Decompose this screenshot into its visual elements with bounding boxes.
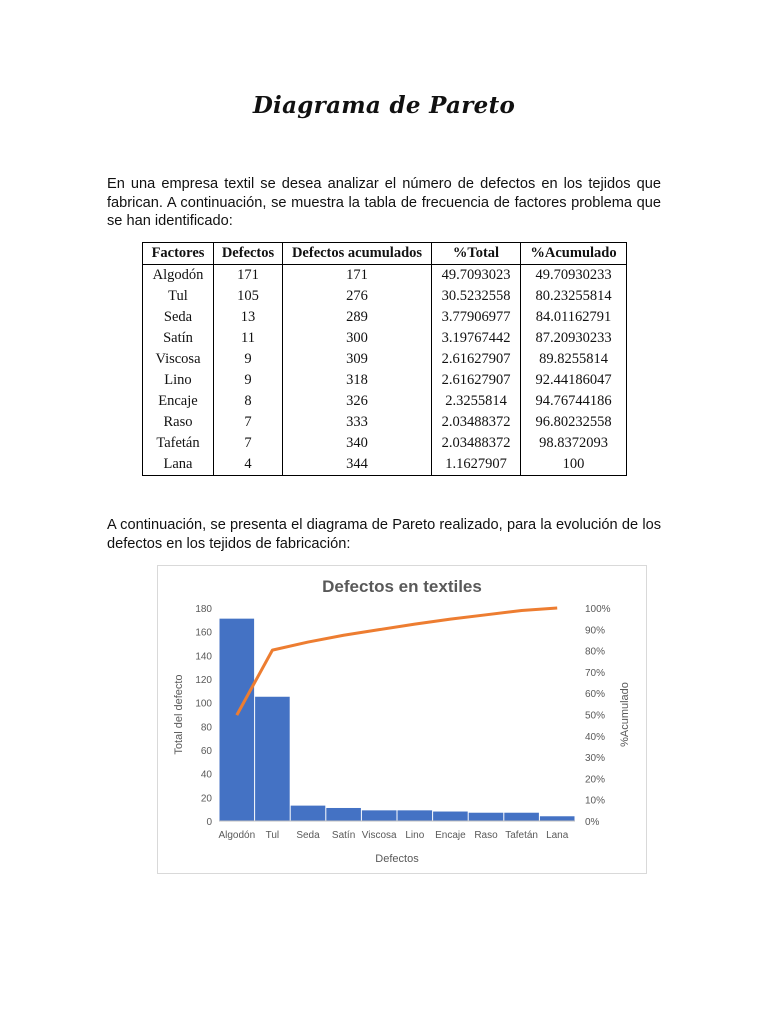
header-factores: Factores — [143, 243, 214, 265]
table-row — [143, 433, 627, 454]
y-tick-label: 180 — [195, 604, 212, 615]
cell-total: 3.19767442 — [432, 328, 521, 349]
cell-pct-acumulado: 94.76744186 — [521, 391, 627, 412]
y2-tick-label: 0% — [585, 817, 600, 828]
cell-factor: Encaje — [143, 391, 214, 412]
cell-acumulados: 318 — [283, 370, 432, 391]
header-porcentaje-total: %Total — [432, 243, 521, 265]
cell-acumulados: 289 — [283, 307, 432, 328]
table-header-row — [143, 243, 627, 265]
cell-defectos: 13 — [214, 307, 283, 328]
y-tick-label: 140 — [195, 651, 212, 663]
cell-factor: Lino — [143, 370, 214, 391]
x-tick-label: Encaje — [435, 830, 466, 841]
y-tick-label: 60 — [200, 746, 212, 757]
bar-encaje — [433, 812, 468, 821]
table-row — [143, 307, 627, 328]
cell-defectos: 9 — [214, 370, 283, 391]
chart-title: Defectos en textiles — [322, 577, 482, 596]
cell-total: 2.03488372 — [432, 412, 521, 433]
cell-acumulados: 333 — [283, 412, 432, 433]
table-row — [143, 391, 627, 412]
y2-tick-label: 80% — [585, 646, 606, 658]
bar-satín — [326, 808, 361, 821]
cell-defectos: 9 — [214, 349, 283, 370]
cell-total: 49.7093023 — [432, 265, 521, 287]
x-tick-label: Lana — [546, 830, 569, 841]
cell-total: 1.1627907 — [432, 454, 521, 476]
cell-factor: Seda — [143, 307, 214, 328]
bar-tafetán — [504, 813, 539, 821]
bar-lana — [540, 816, 575, 821]
cell-factor: Satín — [143, 328, 214, 349]
cell-total: 2.61627907 — [432, 370, 521, 391]
cell-total: 3.77906977 — [432, 307, 521, 328]
cell-defectos: 105 — [214, 286, 283, 307]
bar-raso — [469, 813, 504, 821]
cell-pct-acumulado: 96.80232558 — [521, 412, 627, 433]
cell-defectos: 8 — [214, 391, 283, 412]
pareto-chart — [157, 565, 647, 874]
cell-total: 2.61627907 — [432, 349, 521, 370]
x-tick-label: Seda — [296, 830, 320, 841]
y2-tick-label: 40% — [585, 731, 606, 743]
table-row — [143, 286, 627, 307]
y-tick-label: 160 — [195, 627, 212, 639]
cell-defectos: 7 — [214, 412, 283, 433]
table-row — [143, 454, 627, 476]
x-axis-title: Defectos — [375, 853, 419, 865]
y-tick-label: 40 — [200, 769, 212, 781]
bar-algodón — [220, 619, 255, 821]
cell-total: 2.03488372 — [432, 433, 521, 454]
table-row — [143, 412, 627, 433]
table-row — [143, 349, 627, 370]
y2-tick-label: 30% — [585, 753, 606, 765]
x-tick-label: Algodón — [218, 830, 256, 841]
y-tick-label: 120 — [195, 675, 212, 686]
cell-acumulados: 276 — [283, 286, 432, 307]
x-tick-label: Viscosa — [361, 830, 397, 841]
y2-tick-label: 70% — [585, 667, 606, 679]
pareto-chart-svg — [158, 566, 646, 873]
x-tick-label: Tafetán — [505, 830, 539, 841]
table-row — [143, 265, 627, 287]
bar-tul — [255, 697, 290, 821]
x-tick-label: Satín — [331, 830, 356, 841]
cell-pct-acumulado: 92.44186047 — [521, 370, 627, 391]
bar-seda — [291, 806, 326, 821]
page-title: Diagrama de Pareto — [252, 92, 516, 119]
y2-tick-label: 10% — [585, 795, 606, 807]
y2-tick-label: 100% — [585, 604, 611, 615]
bar-lino — [398, 810, 433, 821]
cell-defectos: 4 — [214, 454, 283, 476]
cell-acumulados: 171 — [283, 265, 432, 287]
cell-pct-acumulado: 87.20930233 — [521, 328, 627, 349]
cell-pct-acumulado: 84.01162791 — [521, 307, 627, 328]
cell-defectos: 7 — [214, 433, 283, 454]
cell-acumulados: 300 — [283, 328, 432, 349]
y2-tick-label: 20% — [585, 774, 606, 786]
x-tick-label: Raso — [474, 830, 498, 841]
header-porcentaje-acumulado: %Acumulado — [521, 243, 627, 265]
cell-factor: Raso — [143, 412, 214, 433]
cell-total: 30.5232558 — [432, 286, 521, 307]
cell-factor: Tul — [143, 286, 214, 307]
bar-viscosa — [362, 810, 397, 821]
table-row — [143, 370, 627, 391]
y-axis-title: Total del defecto — [173, 674, 185, 755]
y2-tick-label: 50% — [585, 710, 606, 722]
cell-factor: Viscosa — [143, 349, 214, 370]
x-tick-label: Tul — [265, 830, 280, 841]
frequency-table — [142, 242, 627, 476]
cell-pct-acumulado: 98.8372093 — [521, 433, 627, 454]
y2-tick-label: 90% — [585, 625, 606, 637]
cell-pct-acumulado: 80.23255814 — [521, 286, 627, 307]
chart-intro-paragraph: A continuación, se presenta el diagrama de Pareto realizado, para la evolución de los defectos en los tejidos de fabricación: — [107, 517, 661, 552]
cell-defectos: 11 — [214, 328, 283, 349]
cell-acumulados: 344 — [283, 454, 432, 476]
cell-factor: Lana — [143, 454, 214, 476]
header-defectos-acumulados: Defectos acumulados — [283, 243, 432, 265]
cell-acumulados: 326 — [283, 391, 432, 412]
cell-factor: Algodón — [143, 265, 214, 287]
cell-pct-acumulado: 49.70930233 — [521, 265, 627, 287]
table-row — [143, 328, 627, 349]
intro-paragraph: En una empresa textil se desea analizar el número de defectos en los tejidos que fabrican. A continuación, se muestra la tabla de frecuencia de factores problema que se han identificado: — [107, 176, 661, 229]
cell-acumulados: 309 — [283, 349, 432, 370]
x-tick-label: Lino — [405, 830, 425, 841]
cell-factor: Tafetán — [143, 433, 214, 454]
y-tick-label: 80 — [200, 722, 212, 734]
cell-pct-acumulado: 89.8255814 — [521, 349, 627, 370]
y-tick-label: 20 — [200, 793, 212, 805]
y-tick-label: 0 — [206, 817, 212, 828]
cell-pct-acumulado: 100 — [521, 454, 627, 476]
y2-tick-label: 60% — [585, 689, 606, 701]
y2-axis-title: %Acumulado — [619, 682, 631, 747]
cell-total: 2.3255814 — [432, 391, 521, 412]
header-defectos: Defectos — [214, 243, 283, 265]
cell-defectos: 171 — [214, 265, 283, 287]
cell-acumulados: 340 — [283, 433, 432, 454]
y-tick-label: 100 — [195, 698, 212, 710]
